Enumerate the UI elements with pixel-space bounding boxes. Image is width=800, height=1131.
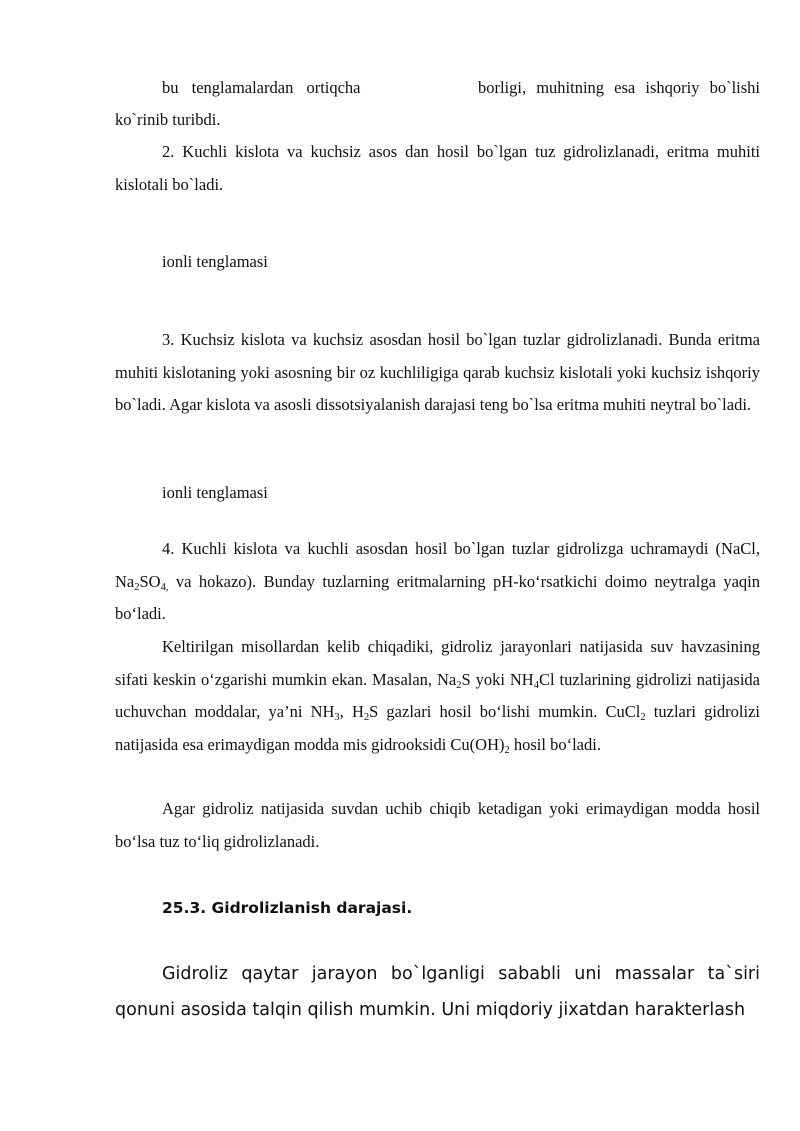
paragraph-1-line-1 — [162, 72, 760, 104]
text-span: hosil bo‘ladi. — [509, 734, 601, 754]
subscript: 2 — [640, 712, 646, 723]
text-span: SO — [139, 571, 161, 591]
text-span: 4. Kuchli kislota va kuchli asosdan hosil bo`lgan tuzlar gidrolizga uchramaydi (NaCl, Na — [115, 539, 760, 591]
subscript: 4 — [533, 679, 539, 691]
text-span: va hokazo). Bunday tuzlarning eritmalarning pH-ko‘rsatkichi doimo neytralga yaqin bo‘ladi. — [115, 571, 760, 623]
ionic-equation-label: ionli tenglamasi — [162, 252, 268, 271]
paragraph-5 — [115, 631, 760, 761]
subscript: 4, — [160, 581, 169, 593]
text-span: S gazlari hosil bo‘lishi mumkin. CuCl — [369, 702, 641, 721]
text-span: tuzlari gidrolizi natijasida esa erimaydigan modda mis gidrooksidi Cu(OH) — [115, 702, 760, 754]
paragraph-6: Agar gidroliz natijasida suvdan uchib chiqib ketadigan yoki erimaydigan modda hosil bo‘lsa tuz to‘liq gidrolizlanadi. — [115, 799, 760, 851]
subscript: 2 — [504, 744, 510, 756]
paragraph-2: 2. Kuchli kislota va kuchsiz asos dan hosil bo`lgan tuz gidrolizlanadi, eritma muhiti kislotali bo`ladi. — [115, 142, 760, 194]
text-span: bu tenglamalardan ortiqcha — [162, 78, 361, 97]
text-span: borligi, muhitning esa ishqoriy bo`lishi — [477, 78, 760, 97]
paragraph-3: 3. Kuchsiz kislota va kuchsiz asosdan hosil bo`lgan tuzlar gidrolizlanadi. Bunda eritma muhiti kislotaning yoki asosning bir oz kuchliligiga qarab kuchsiz kislotali yoki kuchsiz ishqoriy bo`ladi. Agar kislota va asosli dissotsiyalanish darajasi teng bo`lsa eritma muhiti neytral bo`ladi. — [115, 330, 760, 414]
ionic-equation-label: ionli tenglamasi — [162, 483, 268, 502]
text-span: Cl tuzlarining gidrolizi natijasida uchuvchan moddalar, ya’ni NH — [115, 669, 760, 721]
text-span: , H — [339, 702, 364, 721]
paragraph-1-line-2: ko`rinib turibdi. — [115, 110, 221, 129]
subscript: 2 — [456, 679, 462, 691]
paragraph-7: Gidroliz qaytar jarayon bo`lganligi sababli uni massalar ta`siri qonuni asosida talqin qilish mumkin. Uni miqdoriy jixatdan harakterlash — [115, 964, 760, 1020]
subscript: 3 — [334, 712, 340, 723]
subscript: 2 — [363, 712, 370, 723]
text-span: Keltirilgan misollardan kelib chiqadiki, gidroliz jarayonlari natijasida suv havzasining sifati keskin o‘zgarishi mumkin ekan. Masalan, Na — [115, 637, 760, 689]
subscript: 2 — [134, 581, 140, 593]
section-heading: 25.3. Gidrolizlanish darajasi. — [162, 899, 413, 917]
text-span: S yoki NH — [461, 669, 534, 689]
paragraph-4 — [115, 533, 760, 631]
